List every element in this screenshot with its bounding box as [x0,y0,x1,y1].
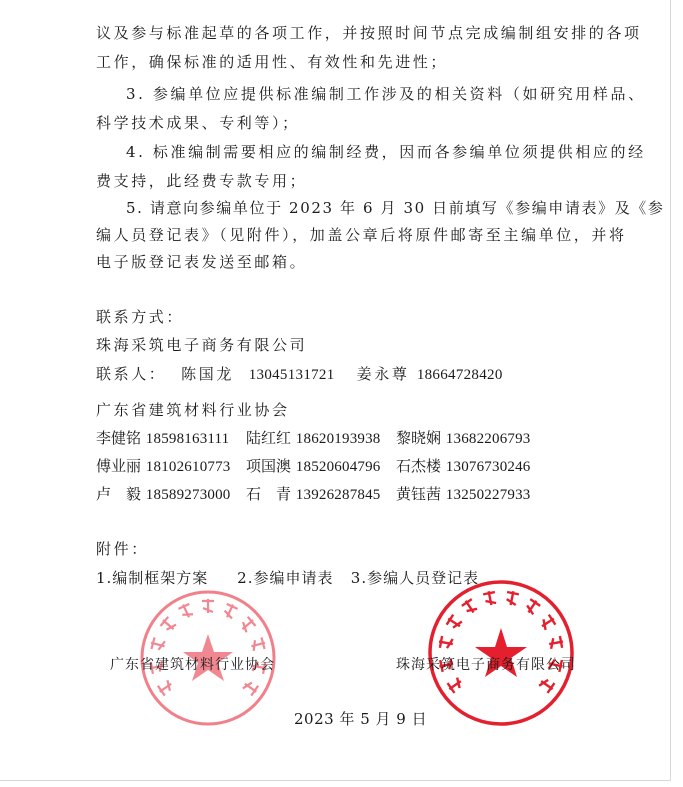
body-line: 费支持，此经费专款专用； [96,172,308,190]
contact-phone: 18589273000 [145,487,231,503]
person-name: 陈国龙 [181,365,234,383]
seal-glyph [222,602,239,620]
seal-glyph [548,636,564,650]
attachment-link[interactable]: 3.参编人员登记表 [350,569,480,587]
seal-glyph [461,597,479,615]
seal-glyph [446,676,464,694]
company-seal [426,578,576,728]
contact-name: 傅业丽 [96,457,142,475]
seal-glyph [505,590,520,606]
contact-phone: 13682206793 [445,431,531,447]
person-phone: 13045131721 [248,367,335,383]
contact-name: 石杰楼 [396,457,442,475]
contact-name: 李健铭 [96,429,142,447]
seal-glyph [202,599,214,613]
contact-company: 珠海采筑电子商务有限公司 [96,336,308,354]
body-line: 议及参与标准起草的各项工作，并按照时间节点完成编制组安排的各项 [96,24,642,42]
document-date: 2023 年 5 月 9 日 [294,710,428,728]
contact-name: 黎晓娴 [396,429,442,447]
attachments-list [96,568,479,588]
signature-company: 珠海采筑电子商务有限公司 [396,657,576,673]
contact-phone: 18520604796 [295,459,381,475]
contact-phone: 18620193938 [295,431,381,447]
seal-glyph [241,679,259,697]
contact-phone: 18102610773 [145,459,231,475]
attachment-link[interactable]: 2.参编申请表 [237,569,334,587]
persons-label: 联系人： [96,365,167,383]
attachment-link[interactable]: 1.编制框架方案 [96,569,209,587]
seal-glyph [539,614,557,632]
person-name: 姜永尊 [356,365,410,383]
association-name: 广东省建筑材料行业协会 [96,401,290,419]
body-line: 编人员登记表》（见附件），加盖公章后将原件邮寄至主编单位，并将 [96,226,627,244]
contact-row [96,456,531,477]
seal-glyph [239,616,257,634]
contact-phone: 13076730246 [445,459,531,475]
body-line: 5. 请意向参编单位于 2023 年 6 月 30 日前填写《参编申请表》及《参 [126,199,665,217]
contact-phone: 18598163111 [145,431,230,447]
contact-row [96,428,531,449]
contact-persons [96,364,503,385]
body-line: 工作，确保标准的适用性、有效性和先进性； [96,53,449,71]
seal-glyph [445,614,463,632]
seal-glyph [156,679,174,697]
seal-glyph [250,637,267,652]
contact-row [96,484,531,505]
body-line: 电子版登记表发送至邮箱。 [96,253,308,271]
contact-phone: 13250227933 [445,487,531,503]
seal-glyph [438,636,454,650]
seal-glyph [149,637,166,652]
contact-name: 黄钰茜 [396,485,442,503]
contact-phone: 13926287845 [295,487,381,503]
body-line: 4. 标准编制需要相应的编制经费，因而各参编单位须提供相应的经 [126,143,646,161]
person-phone: 18664728420 [416,367,503,383]
contact-name: 陆红红 [246,429,292,447]
seal-glyph [524,597,542,615]
attachments-heading: 附件： [96,540,149,558]
contact-name: 卢 毅 [96,485,142,503]
body-line: 科学技术成果、专利等）； [96,114,300,132]
seal-glyph [483,590,498,606]
signature-association: 广东省建筑材料行业协会 [110,657,275,673]
body-line: 3. 参编单位应提供标准编制工作涉及的相关资料（如研究用样品、 [126,85,646,103]
seal-glyph [178,602,195,620]
seal-glyph [159,616,177,634]
seal-glyph [538,676,556,694]
contact-name: 石 青 [246,485,292,503]
contact-name: 项国澳 [246,457,292,475]
contact-heading: 联系方式： [96,308,185,326]
